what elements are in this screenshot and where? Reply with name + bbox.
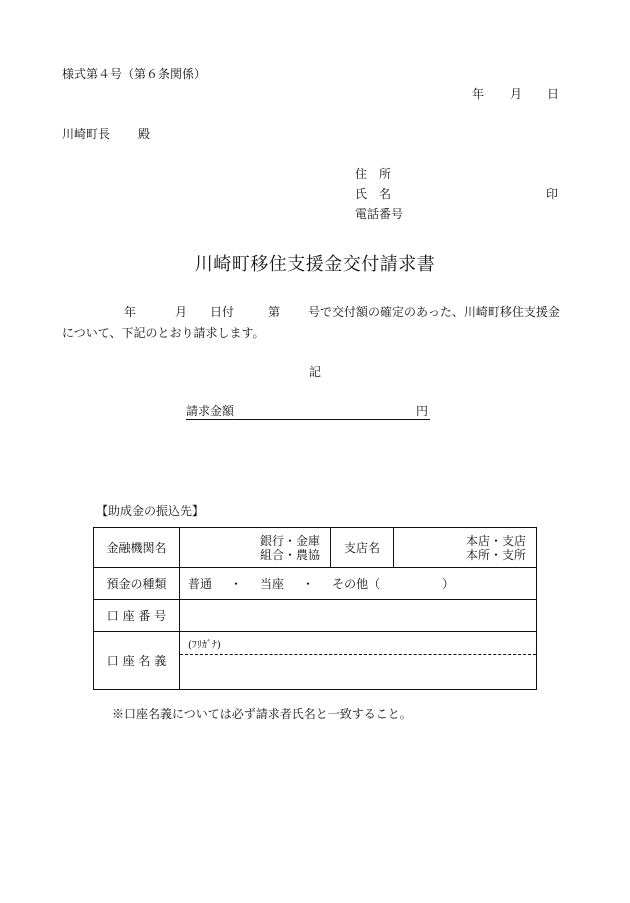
date-day-label: 日 (547, 87, 560, 101)
deposit-row (94, 568, 537, 600)
body-day: 日付 (210, 305, 235, 319)
deposit-dot-2: ・ (302, 577, 315, 591)
branch-type-2: 本所・支所 (465, 547, 526, 562)
body-dai: 第 (268, 305, 281, 319)
amount-label: 請求金額 (186, 404, 235, 418)
branch-label: 支店名 (331, 528, 394, 568)
account-name-field[interactable] (180, 632, 537, 690)
address-label: 住 所 (355, 167, 392, 181)
account-number-label: 口 座 番 号 (94, 600, 180, 632)
body-month: 月 (175, 305, 188, 319)
deposit-option-current[interactable]: 当座 (260, 577, 285, 591)
body-line1-text: 号で交付額の確定のあった、川崎町移住支援金 (308, 305, 560, 319)
account-number-row (94, 600, 537, 632)
deposit-label: 預金の種類 (94, 568, 180, 600)
institution-row (94, 528, 537, 568)
deposit-close-paren: ） (442, 577, 455, 591)
furigana-divider (180, 654, 536, 655)
deposit-dot-1: ・ (230, 577, 243, 591)
institution-type-1: 銀行・金庫 (259, 533, 320, 548)
form-number: 様式第４号（第６条関係） (62, 67, 207, 81)
bank-heading: 【助成金の振込先】 (96, 504, 205, 518)
name-label: 氏 名 (355, 187, 392, 201)
branch-field[interactable] (394, 528, 537, 568)
furigana-label: (ﾌﾘｶﾞﾅ) (188, 640, 221, 651)
addressee-suffix: 殿 (138, 127, 151, 141)
institution-label: 金融機関名 (94, 528, 180, 568)
account-number-field[interactable] (180, 600, 537, 632)
document-title: 川崎町移住支援金交付請求書 (194, 254, 436, 275)
body-line2-text: について、下記のとおり請求します。 (62, 326, 265, 340)
institution-field[interactable] (180, 528, 331, 568)
amount-line (186, 405, 430, 420)
date-month-label: 月 (510, 87, 523, 101)
deposit-option-other[interactable]: その他（ (332, 577, 381, 591)
ki-marker: 記 (308, 365, 321, 379)
branch-type-1: 本店・支店 (465, 533, 526, 548)
account-name-row (94, 632, 537, 690)
deposit-field[interactable] (180, 568, 537, 600)
bank-table (93, 527, 537, 690)
date-year-label: 年 (472, 87, 485, 101)
addressee-name: 川崎町長 (62, 127, 111, 141)
phone-label: 電話番号 (355, 207, 404, 221)
account-name-label: 口 座 名 義 (94, 632, 180, 690)
body-year: 年 (124, 305, 137, 319)
institution-type-2: 組合・農協 (259, 547, 320, 562)
seal-label: 印 (546, 187, 559, 201)
amount-unit: 円 (415, 404, 428, 418)
deposit-option-ordinary[interactable]: 普通 (188, 577, 213, 591)
account-name-note: ※口座名義については必ず請求者氏名と一致すること。 (112, 707, 412, 721)
